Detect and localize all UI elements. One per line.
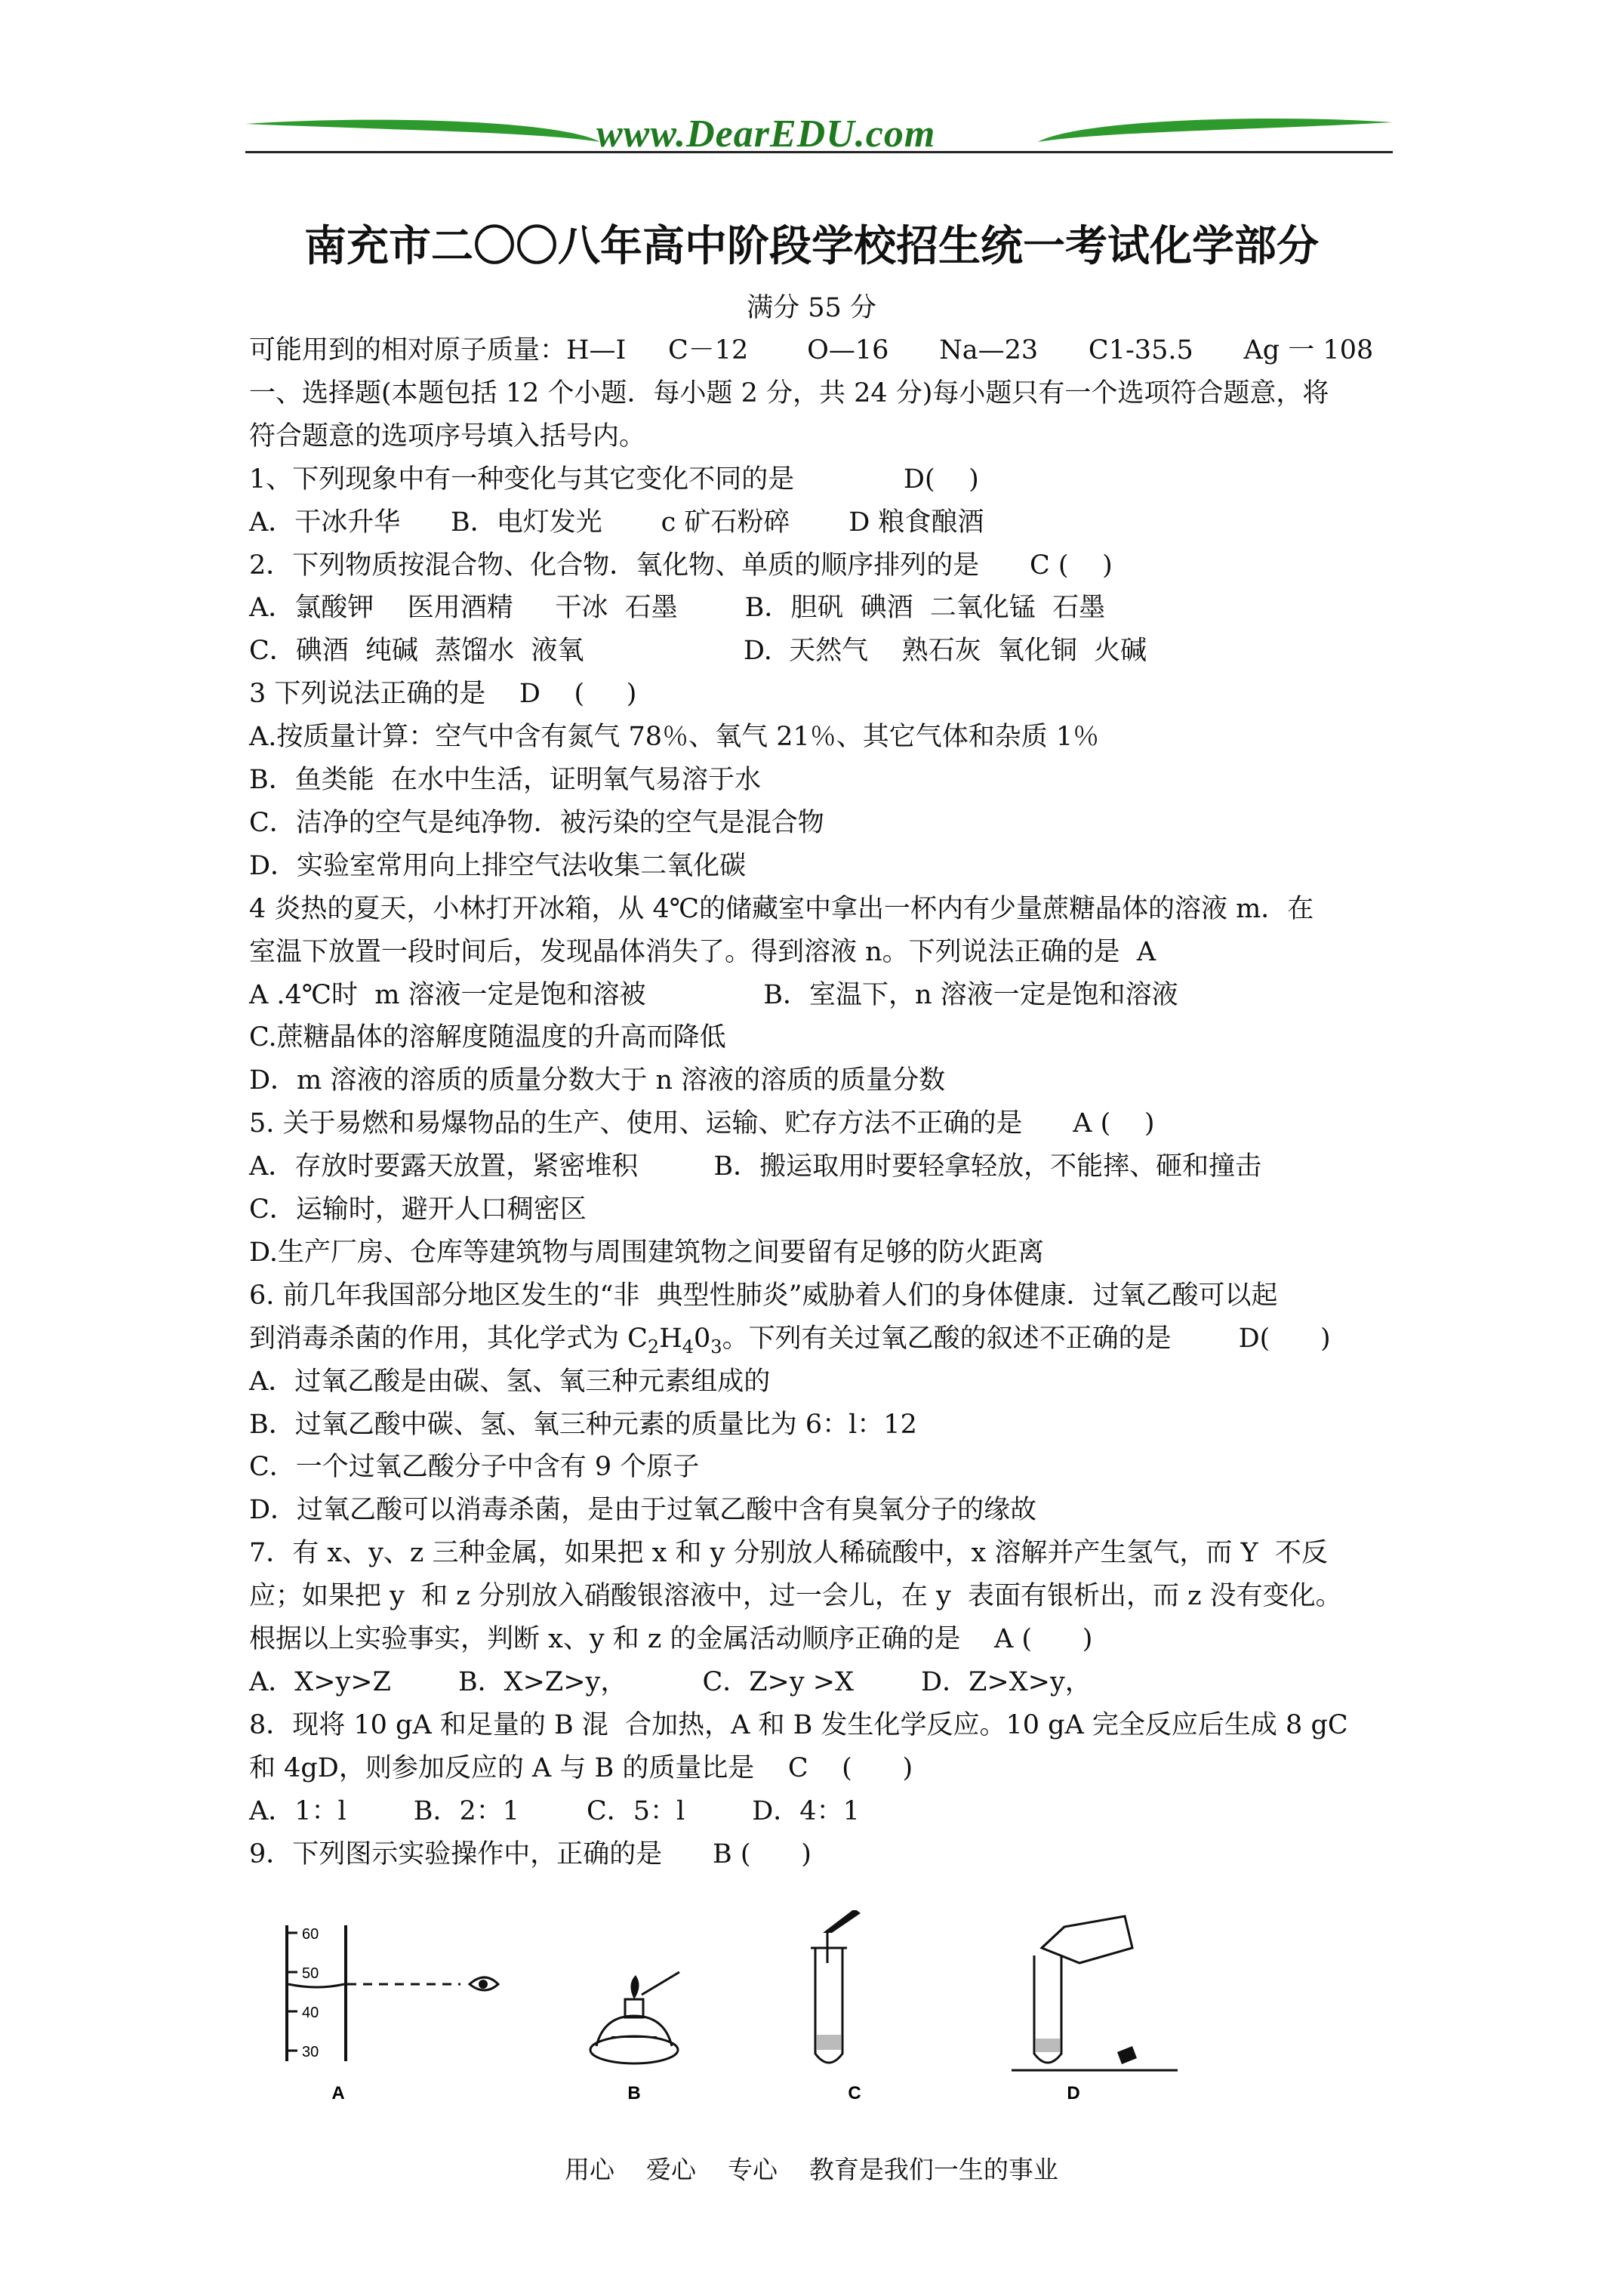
text-line: 一、选择题(本题包括 12 个小题．每小题 2 分，共 24 分)每小题只有一个选项符合题意，将	[249, 378, 1329, 408]
text-line: C．碘酒 纯碱 蒸馏水 液氧 D. 天然气 熟石灰 氧化铜 火碱	[249, 636, 1147, 667]
text-line: 9．下列图示实验操作中，正确的是 B ( )	[249, 1838, 812, 1869]
text-line: A．干冰升华 B．电灯发光 c 矿石粉碎 D 粮食酿酒	[249, 507, 984, 538]
text-line: 1、下列现象中有一种变化与其它变化不同的是 D( )	[249, 464, 979, 495]
figure-label: A	[331, 2083, 345, 2103]
text-line: A．1：l B．2：1 C．5：l D．4：1	[249, 1795, 860, 1826]
text-line: C.蔗糖晶体的溶解度随温度的升高而降低	[249, 1022, 726, 1053]
text-line: 2．下列物质按混合物、化合物．氧化物、单质的顺序排列的是 C ( )	[249, 550, 1113, 581]
text-line: B．过氧乙酸中碳、氢、氧三种元素的质量比为 6：l：12	[249, 1409, 917, 1440]
text-line: A.按质量计算：空气中含有氮气 78％、氧气 21％、其它气体和杂质 1％	[249, 722, 1100, 753]
text-line: A .4℃时 m 溶液一定是饱和溶被 B．室温下，n 溶液一定是饱和溶液	[249, 979, 1178, 1010]
text-line: 3 下列说法正确的是 D ( )	[249, 679, 637, 710]
text-line: B．鱼类能 在水中生活，证明氧气易溶于水	[249, 765, 761, 795]
text-line: 室温下放置一段时间后，发现晶体消失了。得到溶液 n。下列说法正确的是 A	[249, 936, 1156, 967]
text-line: 5. 关于易燃和易爆物品的生产、使用、运输、贮存方法不正确的是 A ( )	[249, 1108, 1155, 1139]
cylinder-tick-label: 30	[302, 2044, 319, 2060]
figure-a-cylinder-reading	[287, 1925, 498, 2061]
text-line: 6. 前几年我国部分地区发生的“非 典型性肺炎”威胁着人们的身体健康．过氧乙酸可以起	[249, 1280, 1278, 1311]
cylinder-tick-label: 60	[302, 1926, 319, 1943]
figure-label: B	[627, 2083, 641, 2103]
page-title: 南充市二〇〇八年高中阶段学校招生统一考试化学部分	[304, 221, 1319, 271]
text-line: D．实验室常用向上排空气法收集二氧化碳	[249, 850, 747, 881]
full-score: 满分 55 分	[747, 293, 876, 323]
left-swoosh	[245, 120, 600, 142]
text-line: A．氯酸钾 医用酒精 干冰 石墨 B．胆矾 碘酒 二氧化锰 石墨	[249, 593, 1106, 624]
text-line: 根据以上实验事实，判断 x、y 和 z 的金属活动顺序正确的是 A ( )	[249, 1624, 1093, 1654]
figure-labels	[331, 2083, 1079, 2103]
page-footer: 用心 爱心 专心 教育是我们一生的事业	[565, 2155, 1058, 2184]
text-line: 和 4gD，则参加反应的 A 与 B 的质量比是 C ( )	[249, 1752, 913, 1783]
text-line: D．过氧乙酸可以消毒杀菌，是由于过氧乙酸中含有臭氧分子的缘故	[249, 1495, 1037, 1526]
cylinder-scale	[287, 1926, 319, 2060]
text-line: A．X>y>Z B．X>Z>y， C．Z>y >X D．Z>X>y，	[249, 1666, 1092, 1697]
text-line: 应；如果把 y 和 z 分别放入硝酸银溶液中，过一会儿，在 y 表面有银析出，而 z 没有变化。	[249, 1581, 1342, 1612]
figure-label: D	[1067, 2083, 1080, 2103]
cylinder-tick-label: 40	[302, 2005, 319, 2021]
text-line: A．存放时要露天放置，紧密堆积 B．搬运取用时要轻拿轻放，不能摔、砸和撞击	[249, 1151, 1262, 1182]
figure-b-alcohol-lamp	[590, 1972, 679, 2063]
text-line: 可能用到的相对原子质量：H—I C－12 O—16 Na—23 C1-35.5 Ag 一 108	[249, 335, 1374, 365]
text-line: 8．现将 10 gA 和足量的 B 混 合加热，A 和 B 发生化学反应。10 gA 完全反应后生成 8 gC	[249, 1709, 1348, 1740]
site-name: www.DearEDU.com	[596, 112, 936, 156]
eye-icon	[470, 1977, 498, 1990]
figure-d-pouring-liquid	[1012, 1916, 1178, 2070]
text-line: A．过氧乙酸是由碳、氢、氧三种元素组成的	[249, 1366, 771, 1397]
text-line: C．洁净的空气是纯净物．被污染的空气是混合物	[249, 807, 824, 838]
figure-c-test-tube-dropper	[811, 1910, 861, 2063]
text-line: D．m 溶液的溶质的质量分数大于 n 溶液的溶质的质量分数	[249, 1065, 946, 1096]
right-swoosh	[1038, 119, 1393, 142]
q9-figure	[272, 1910, 1253, 2106]
text-line: C．一个过氧乙酸分子中含有 9 个原子	[249, 1452, 700, 1483]
text-line: 7．有 x、y、z 三种金属，如果把 x 和 y 分别放人稀硫酸中，x 溶解并产生氢气，而 Y 不反	[249, 1538, 1328, 1569]
text-line: 4 炎热的夏天，小林打开冰箱，从 4℃的储藏室中拿出一杯内有少量蔗糖晶体的溶液 m．在	[249, 893, 1314, 924]
cylinder-tick-label: 50	[302, 1965, 319, 1982]
figure-label: C	[848, 2083, 861, 2103]
text-line: C．运输时，避开人口稠密区	[249, 1194, 587, 1225]
text-line: D.生产厂房、仓库等建筑物与周围建筑物之间要留有足够的防火距离	[249, 1237, 1044, 1268]
text-line: 到消毒杀菌的作用，其化学式为 $C_2H_40_3$。下列有关过氧乙酸的叙述不正确的是 D( )	[249, 1323, 1331, 1358]
text-line: 符合题意的选项序号填入括号内。	[249, 421, 646, 451]
